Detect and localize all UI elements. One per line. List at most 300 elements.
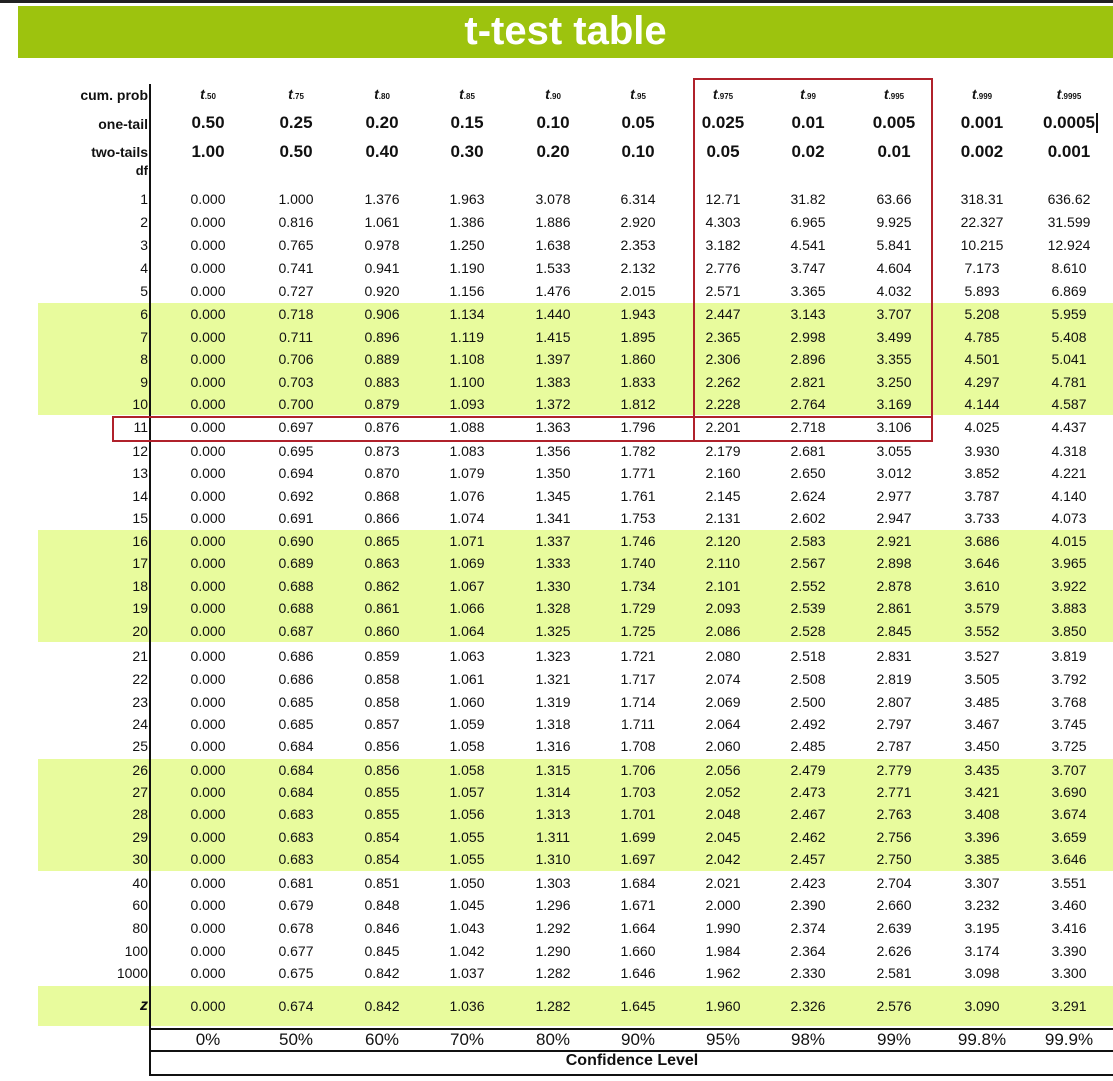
df-cell: 16 bbox=[132, 533, 148, 549]
two-tails-value: 1.00 bbox=[191, 142, 225, 161]
value-cell: 2.306 bbox=[705, 351, 741, 367]
table-row bbox=[0, 620, 1113, 642]
value-cell: 2.920 bbox=[620, 214, 656, 230]
value-cell: 1.943 bbox=[620, 306, 656, 322]
t-symbol: t bbox=[288, 86, 293, 102]
table-row bbox=[0, 962, 1113, 984]
value-cell: 2.423 bbox=[790, 875, 826, 891]
value-cell: 2.473 bbox=[790, 784, 826, 800]
table-row bbox=[0, 393, 1113, 415]
value-cell: 0.000 bbox=[190, 965, 226, 981]
value-cell: 3.421 bbox=[964, 784, 1000, 800]
value-cell: 2.624 bbox=[790, 488, 826, 504]
table-row bbox=[0, 234, 1113, 256]
value-cell: 2.045 bbox=[705, 829, 741, 845]
value-cell: 1.671 bbox=[620, 897, 656, 913]
table-row bbox=[0, 848, 1113, 870]
t-symbol: t bbox=[374, 86, 379, 102]
table-row bbox=[0, 691, 1113, 713]
value-cell: 1.059 bbox=[449, 716, 485, 732]
value-cell: 1.319 bbox=[535, 694, 571, 710]
value-cell: 3.527 bbox=[964, 648, 1000, 664]
two-tails-value: 0.002 bbox=[960, 142, 1004, 161]
value-cell: 2.390 bbox=[790, 897, 826, 913]
value-cell: 2.977 bbox=[876, 488, 912, 504]
value-cell: 2.567 bbox=[790, 555, 826, 571]
cum-prob-subscript: .80 bbox=[378, 92, 390, 101]
df-cell: 26 bbox=[132, 762, 148, 778]
value-cell: 3.106 bbox=[876, 419, 912, 435]
value-cell: 3.930 bbox=[964, 443, 1000, 459]
df-cell: 40 bbox=[132, 875, 148, 891]
cum-prob-subscript: .75 bbox=[292, 92, 304, 101]
df-cell: 80 bbox=[132, 920, 148, 936]
value-cell: 0.686 bbox=[278, 648, 314, 664]
value-cell: 4.303 bbox=[705, 214, 741, 230]
value-cell: 3.579 bbox=[964, 600, 1000, 616]
value-cell: 0.868 bbox=[364, 488, 400, 504]
t-symbol: t bbox=[545, 86, 550, 102]
two-tails-value: 0.02 bbox=[791, 142, 825, 161]
value-cell: 2.131 bbox=[705, 510, 741, 526]
value-cell: 0.681 bbox=[278, 875, 314, 891]
value-cell: 1.782 bbox=[620, 443, 656, 459]
table-row bbox=[0, 713, 1113, 735]
value-cell: 4.437 bbox=[1051, 419, 1087, 435]
table-row bbox=[0, 940, 1113, 962]
value-cell: 0.000 bbox=[190, 396, 226, 412]
df-cell: 100 bbox=[124, 943, 148, 959]
value-cell: 3.707 bbox=[876, 306, 912, 322]
z-value-cell: 1.036 bbox=[449, 998, 485, 1014]
table-row bbox=[0, 917, 1113, 939]
value-cell: 1.066 bbox=[449, 600, 485, 616]
value-cell: 2.467 bbox=[790, 806, 826, 822]
df-cell: 1 bbox=[140, 191, 148, 207]
df-cell: 25 bbox=[132, 738, 148, 754]
value-cell: 1.356 bbox=[535, 443, 571, 459]
value-cell: 1.345 bbox=[535, 488, 571, 504]
value-cell: 3.390 bbox=[1051, 943, 1087, 959]
df-cell: 10 bbox=[132, 396, 148, 412]
value-cell: 0.861 bbox=[364, 600, 400, 616]
value-cell: 1.037 bbox=[449, 965, 485, 981]
value-cell: 1.055 bbox=[449, 829, 485, 845]
value-cell: 1.058 bbox=[449, 738, 485, 754]
z-value-cell: 3.090 bbox=[964, 998, 1000, 1014]
value-cell: 4.015 bbox=[1051, 533, 1087, 549]
value-cell: 1.292 bbox=[535, 920, 571, 936]
value-cell: 5.959 bbox=[1051, 306, 1087, 322]
value-cell: 0.000 bbox=[190, 374, 226, 390]
table-row bbox=[0, 597, 1113, 619]
value-cell: 3.355 bbox=[876, 351, 912, 367]
confidence-value: 0% bbox=[195, 1030, 221, 1049]
value-cell: 2.048 bbox=[705, 806, 741, 822]
value-cell: 2.080 bbox=[705, 648, 741, 664]
value-cell: 1.328 bbox=[535, 600, 571, 616]
cum-prob-subscript: .999 bbox=[976, 92, 993, 101]
value-cell: 0.000 bbox=[190, 875, 226, 891]
value-cell: 1.383 bbox=[535, 374, 571, 390]
value-cell: 1.646 bbox=[620, 965, 656, 981]
value-cell: 4.781 bbox=[1051, 374, 1087, 390]
one-tail-value: 0.005 bbox=[872, 113, 916, 132]
value-cell: 1.962 bbox=[705, 965, 741, 981]
t-symbol: t bbox=[800, 86, 805, 102]
value-cell: 1.314 bbox=[535, 784, 571, 800]
one-tail-value: 0.20 bbox=[365, 113, 399, 132]
value-cell: 0.679 bbox=[278, 897, 314, 913]
value-cell: 3.733 bbox=[964, 510, 1000, 526]
value-cell: 2.583 bbox=[790, 533, 826, 549]
value-cell: 6.314 bbox=[620, 191, 656, 207]
value-cell: 3.182 bbox=[705, 237, 741, 253]
value-cell: 3.747 bbox=[790, 260, 826, 276]
value-cell: 0.677 bbox=[278, 943, 314, 959]
df-cell: 8 bbox=[140, 351, 148, 367]
t-symbol: t bbox=[1056, 86, 1062, 102]
value-cell: 1.886 bbox=[535, 214, 571, 230]
z-value-cell: 1.282 bbox=[535, 998, 571, 1014]
cum-prob-subscript: .50 bbox=[204, 92, 216, 101]
cum-prob-subscript: .99 bbox=[804, 92, 816, 101]
value-cell: 3.385 bbox=[964, 851, 1000, 867]
value-cell: 2.101 bbox=[705, 578, 741, 594]
table-row bbox=[0, 872, 1113, 894]
value-cell: 3.055 bbox=[876, 443, 912, 459]
value-cell: 0.846 bbox=[364, 920, 400, 936]
value-cell: 0.873 bbox=[364, 443, 400, 459]
value-cell: 1.079 bbox=[449, 465, 485, 481]
value-cell: 0.695 bbox=[278, 443, 314, 459]
confidence-value: 99% bbox=[876, 1030, 912, 1049]
value-cell: 2.998 bbox=[790, 329, 826, 345]
value-cell: 1.056 bbox=[449, 806, 485, 822]
value-cell: 1.706 bbox=[620, 762, 656, 778]
value-cell: 4.501 bbox=[964, 351, 1000, 367]
value-cell: 1.156 bbox=[449, 283, 485, 299]
value-cell: 1.533 bbox=[535, 260, 571, 276]
value-cell: 1.076 bbox=[449, 488, 485, 504]
t-symbol: t bbox=[712, 86, 718, 102]
value-cell: 3.416 bbox=[1051, 920, 1087, 936]
df-cell: 24 bbox=[132, 716, 148, 732]
value-cell: 0.000 bbox=[190, 237, 226, 253]
confidence-value: 99.9% bbox=[1044, 1030, 1094, 1049]
value-cell: 3.012 bbox=[876, 465, 912, 481]
value-cell: 2.000 bbox=[705, 897, 741, 913]
table-row bbox=[0, 485, 1113, 507]
cum-prob-header bbox=[342, 86, 422, 104]
value-cell: 6.869 bbox=[1051, 283, 1087, 299]
value-cell: 0.000 bbox=[190, 648, 226, 664]
value-cell: 1.000 bbox=[278, 191, 314, 207]
value-cell: 3.787 bbox=[964, 488, 1000, 504]
value-cell: 0.858 bbox=[364, 694, 400, 710]
table-row bbox=[0, 894, 1113, 916]
value-cell: 0.854 bbox=[364, 851, 400, 867]
value-cell: 2.681 bbox=[790, 443, 826, 459]
table-row bbox=[0, 735, 1113, 757]
df-cell: 6 bbox=[140, 306, 148, 322]
value-cell: 1.684 bbox=[620, 875, 656, 891]
bottom-rule bbox=[151, 1074, 1113, 1076]
value-cell: 3.674 bbox=[1051, 806, 1087, 822]
value-cell: 0.697 bbox=[278, 419, 314, 435]
value-cell: 2.500 bbox=[790, 694, 826, 710]
value-cell: 3.195 bbox=[964, 920, 1000, 936]
table-row bbox=[0, 530, 1113, 552]
value-cell: 2.457 bbox=[790, 851, 826, 867]
confidence-value: 99.8% bbox=[957, 1030, 1007, 1049]
highlight-box-columns bbox=[693, 78, 933, 442]
value-cell: 3.745 bbox=[1051, 716, 1087, 732]
table-row bbox=[0, 668, 1113, 690]
value-cell: 0.000 bbox=[190, 578, 226, 594]
value-cell: 2.042 bbox=[705, 851, 741, 867]
value-cell: 31.82 bbox=[790, 191, 826, 207]
value-cell: 1.860 bbox=[620, 351, 656, 367]
value-cell: 2.365 bbox=[705, 329, 741, 345]
table-row bbox=[0, 280, 1113, 302]
value-cell: 3.646 bbox=[964, 555, 1000, 571]
value-cell: 0.684 bbox=[278, 738, 314, 754]
value-cell: 0.858 bbox=[364, 671, 400, 687]
two-tails-value: 0.01 bbox=[877, 142, 911, 161]
cum-prob-subscript: .995 bbox=[888, 92, 905, 101]
value-cell: 0.683 bbox=[278, 851, 314, 867]
value-cell: 1.664 bbox=[620, 920, 656, 936]
table-row bbox=[0, 188, 1113, 210]
value-cell: 2.787 bbox=[876, 738, 912, 754]
table-row bbox=[0, 645, 1113, 667]
value-cell: 2.160 bbox=[705, 465, 741, 481]
value-cell: 2.093 bbox=[705, 600, 741, 616]
df-cell: 11 bbox=[133, 419, 148, 435]
value-cell: 2.145 bbox=[705, 488, 741, 504]
value-cell: 0.863 bbox=[364, 555, 400, 571]
cum-prob-header bbox=[168, 86, 248, 104]
value-cell: 0.684 bbox=[278, 762, 314, 778]
value-cell: 3.078 bbox=[535, 191, 571, 207]
z-value-cell: 2.576 bbox=[876, 998, 912, 1014]
cum-prob-label: cum. prob bbox=[80, 87, 148, 103]
cum-prob-subscript: .9995 bbox=[1061, 92, 1082, 101]
value-cell: 1.476 bbox=[535, 283, 571, 299]
z-value-cell: 0.000 bbox=[190, 998, 226, 1014]
value-cell: 3.725 bbox=[1051, 738, 1087, 754]
table-row bbox=[0, 211, 1113, 233]
df-cell: 18 bbox=[132, 578, 148, 594]
value-cell: 2.021 bbox=[705, 875, 741, 891]
value-cell: 1.699 bbox=[620, 829, 656, 845]
table-row bbox=[0, 507, 1113, 529]
value-cell: 3.707 bbox=[1051, 762, 1087, 778]
df-cell: 21 bbox=[132, 648, 148, 664]
value-cell: 2.462 bbox=[790, 829, 826, 845]
table-row bbox=[0, 826, 1113, 848]
value-cell: 2.756 bbox=[876, 829, 912, 845]
value-cell: 1.134 bbox=[449, 306, 485, 322]
value-cell: 1.415 bbox=[535, 329, 571, 345]
value-cell: 3.659 bbox=[1051, 829, 1087, 845]
value-cell: 1.063 bbox=[449, 648, 485, 664]
value-cell: 1.250 bbox=[449, 237, 485, 253]
table-row bbox=[0, 803, 1113, 825]
value-cell: 0.000 bbox=[190, 897, 226, 913]
value-cell: 1.061 bbox=[364, 214, 400, 230]
value-cell: 1.734 bbox=[620, 578, 656, 594]
value-cell: 0.683 bbox=[278, 829, 314, 845]
cum-prob-header bbox=[598, 86, 678, 104]
value-cell: 2.060 bbox=[705, 738, 741, 754]
value-cell: 3.169 bbox=[876, 396, 912, 412]
value-cell: 1.771 bbox=[620, 465, 656, 481]
df-cell: 22 bbox=[132, 671, 148, 687]
value-cell: 3.690 bbox=[1051, 784, 1087, 800]
value-cell: 3.852 bbox=[964, 465, 1000, 481]
value-cell: 1.042 bbox=[449, 943, 485, 959]
value-cell: 0.689 bbox=[278, 555, 314, 571]
value-cell: 2.528 bbox=[790, 623, 826, 639]
z-value-cell: 1.645 bbox=[620, 998, 656, 1014]
value-cell: 1.045 bbox=[449, 897, 485, 913]
value-cell: 0.000 bbox=[190, 694, 226, 710]
df-cell: 2 bbox=[140, 214, 148, 230]
value-cell: 1.753 bbox=[620, 510, 656, 526]
value-cell: 1.061 bbox=[449, 671, 485, 687]
value-cell: 2.764 bbox=[790, 396, 826, 412]
value-cell: 0.865 bbox=[364, 533, 400, 549]
df-cell: 12 bbox=[132, 443, 148, 459]
value-cell: 2.447 bbox=[705, 306, 741, 322]
df-cell: 3 bbox=[140, 237, 148, 253]
one-tail-value: 0.10 bbox=[536, 113, 570, 132]
df-cell: 15 bbox=[132, 510, 148, 526]
one-tail-value: 0.01 bbox=[791, 113, 825, 132]
value-cell: 0.000 bbox=[190, 738, 226, 754]
value-cell: 3.552 bbox=[964, 623, 1000, 639]
value-cell: 0.000 bbox=[190, 920, 226, 936]
value-cell: 3.850 bbox=[1051, 623, 1087, 639]
value-cell: 0.862 bbox=[364, 578, 400, 594]
value-cell: 2.776 bbox=[705, 260, 741, 276]
value-cell: 0.848 bbox=[364, 897, 400, 913]
value-cell: 0.906 bbox=[364, 306, 400, 322]
two-tails-value: 0.20 bbox=[536, 142, 570, 161]
value-cell: 0.000 bbox=[190, 488, 226, 504]
value-cell: 0.741 bbox=[278, 260, 314, 276]
value-cell: 3.610 bbox=[964, 578, 1000, 594]
value-cell: 1.812 bbox=[620, 396, 656, 412]
value-cell: 4.297 bbox=[964, 374, 1000, 390]
table-row bbox=[0, 575, 1113, 597]
value-cell: 4.541 bbox=[790, 237, 826, 253]
value-cell: 1.088 bbox=[449, 419, 485, 435]
value-cell: 1.100 bbox=[449, 374, 485, 390]
value-cell: 5.208 bbox=[964, 306, 1000, 322]
two-tails-value: 0.40 bbox=[365, 142, 399, 161]
value-cell: 5.841 bbox=[876, 237, 912, 253]
value-cell: 3.819 bbox=[1051, 648, 1087, 664]
value-cell: 9.925 bbox=[876, 214, 912, 230]
df-cell: 9 bbox=[140, 374, 148, 390]
df-cell: 5 bbox=[140, 283, 148, 299]
value-cell: 0.941 bbox=[364, 260, 400, 276]
one-tail-value: 0.25 bbox=[279, 113, 313, 132]
value-cell: 2.479 bbox=[790, 762, 826, 778]
value-cell: 2.718 bbox=[790, 419, 826, 435]
two-tails-value: 0.50 bbox=[279, 142, 313, 161]
value-cell: 0.883 bbox=[364, 374, 400, 390]
value-cell: 3.365 bbox=[790, 283, 826, 299]
value-cell: 0.896 bbox=[364, 329, 400, 345]
value-cell: 22.327 bbox=[960, 214, 1004, 230]
z-value-cell: 2.326 bbox=[790, 998, 826, 1014]
cum-prob-header bbox=[1029, 86, 1109, 104]
one-tail-value: 0.025 bbox=[701, 113, 745, 132]
value-cell: 2.492 bbox=[790, 716, 826, 732]
value-cell: 3.505 bbox=[964, 671, 1000, 687]
value-cell: 0.000 bbox=[190, 443, 226, 459]
column-divider bbox=[149, 84, 151, 1076]
value-cell: 0.859 bbox=[364, 648, 400, 664]
value-cell: 0.856 bbox=[364, 762, 400, 778]
confidence-value: 70% bbox=[449, 1030, 485, 1049]
cum-prob-header bbox=[942, 86, 1022, 104]
value-cell: 0.855 bbox=[364, 806, 400, 822]
one-tail-value: 0.05 bbox=[621, 113, 655, 132]
value-cell: 10.215 bbox=[960, 237, 1004, 253]
value-cell: 1.330 bbox=[535, 578, 571, 594]
confidence-level-label: Confidence Level bbox=[565, 1052, 699, 1069]
value-cell: 1.337 bbox=[535, 533, 571, 549]
text-cursor bbox=[1096, 113, 1098, 133]
value-cell: 0.711 bbox=[279, 329, 313, 345]
value-cell: 3.467 bbox=[964, 716, 1000, 732]
one-tail-value: 0.50 bbox=[191, 113, 225, 132]
value-cell: 1.311 bbox=[536, 829, 570, 845]
value-cell: 1.043 bbox=[449, 920, 485, 936]
value-cell: 1.093 bbox=[449, 396, 485, 412]
value-cell: 3.435 bbox=[964, 762, 1000, 778]
confidence-value: 95% bbox=[705, 1030, 741, 1049]
value-cell: 0.000 bbox=[190, 283, 226, 299]
value-cell: 1.323 bbox=[535, 648, 571, 664]
confidence-value: 90% bbox=[620, 1030, 656, 1049]
value-cell: 2.779 bbox=[876, 762, 912, 778]
value-cell: 0.978 bbox=[364, 237, 400, 253]
table-row bbox=[0, 462, 1113, 484]
table-row bbox=[0, 440, 1113, 462]
value-cell: 6.965 bbox=[790, 214, 826, 230]
value-cell: 0.000 bbox=[190, 943, 226, 959]
cum-prob-header bbox=[256, 86, 336, 104]
value-cell: 1.397 bbox=[535, 351, 571, 367]
value-cell: 3.922 bbox=[1051, 578, 1087, 594]
table-row bbox=[0, 257, 1113, 279]
value-cell: 2.845 bbox=[876, 623, 912, 639]
value-cell: 4.587 bbox=[1051, 396, 1087, 412]
value-cell: 2.571 bbox=[705, 283, 741, 299]
value-cell: 3.396 bbox=[964, 829, 1000, 845]
two-tails-value: 0.001 bbox=[1047, 142, 1091, 161]
value-cell: 2.374 bbox=[790, 920, 826, 936]
value-cell: 0.718 bbox=[278, 306, 314, 322]
value-cell: 2.602 bbox=[790, 510, 826, 526]
one-tail-value: 0.001 bbox=[960, 113, 1004, 132]
